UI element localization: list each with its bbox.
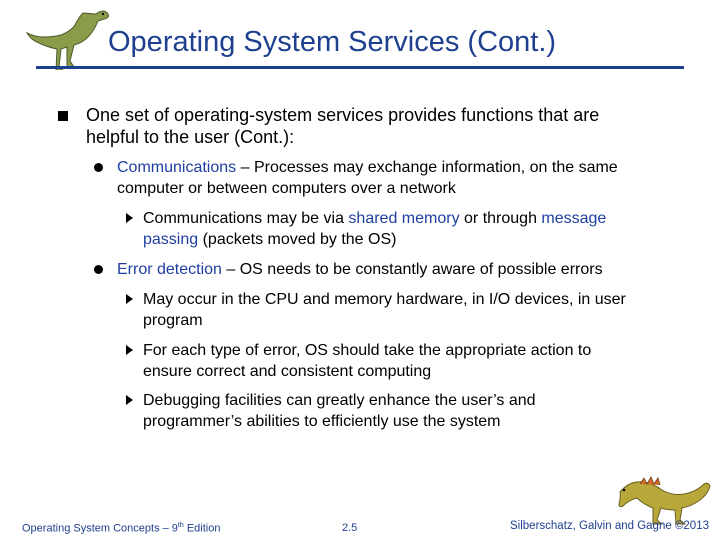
- footer-edition: [22, 522, 220, 535]
- page-number: 2.5: [342, 522, 358, 534]
- bullet-line-1: One set of operating-system services provides functions that are: [86, 105, 600, 125]
- page-title: Operating System Services (Cont.): [108, 26, 557, 58]
- error-detection-desc: – OS needs to be constantly aware of possible errors: [221, 261, 603, 278]
- footer-text: Edition: [183, 522, 221, 535]
- error-detection-item: [117, 259, 687, 280]
- arrow-bullet-icon: [126, 345, 133, 355]
- footer-text: Operating System Concepts – 9: [22, 522, 178, 535]
- bullet-text: [86, 104, 686, 148]
- arrow-bullet-icon: [126, 395, 133, 405]
- square-bullet-icon: [58, 111, 68, 121]
- passing-term: passing: [143, 231, 199, 248]
- communications-item: [117, 157, 687, 199]
- communications-subitem: [143, 208, 688, 250]
- communications-desc: – Processes may exchange information, on the same: [236, 159, 618, 176]
- error-subitem-line-2: program: [143, 312, 203, 329]
- dinosaur-logo-icon: [26, 4, 112, 70]
- error-subitem-line-1: Debugging facilities can greatly enhance the user’s and: [143, 392, 536, 409]
- error-subitem: [143, 390, 688, 432]
- error-subitem: [143, 340, 688, 382]
- communications-term: Communications: [117, 159, 237, 176]
- arrow-bullet-icon: [126, 294, 133, 304]
- footer-superscript: th: [177, 522, 184, 529]
- sub-text: (packets moved by the OS): [198, 231, 397, 248]
- dinosaur-logo-icon: [610, 462, 714, 528]
- error-subitem: [143, 289, 688, 331]
- title-divider: [36, 66, 684, 69]
- round-bullet-icon: [94, 265, 103, 274]
- error-subitem-line-1: May occur in the CPU and memory hardware, in I/O devices, in user: [143, 291, 626, 308]
- round-bullet-icon: [94, 163, 103, 172]
- footer-copyright: Silberschatz, Galvin and Gagne ©2013: [510, 520, 709, 532]
- error-subitem-line-1: For each type of error, OS should take the appropriate action to: [143, 342, 592, 359]
- error-subitem-line-2: ensure correct and consistent computing: [143, 363, 432, 380]
- shared-memory-term: shared memory: [348, 210, 460, 227]
- sub-text: Communications may be via: [143, 210, 349, 227]
- bullet-line-2: helpful to the user (Cont.):: [86, 127, 295, 147]
- communications-line-2: computer or between computers over a network: [117, 180, 456, 197]
- error-detection-term: Error detection: [117, 261, 222, 278]
- error-subitem-line-2: programmer’s abilities to efficiently use the system: [143, 413, 501, 430]
- message-term: message: [541, 210, 607, 227]
- arrow-bullet-icon: [126, 213, 133, 223]
- sub-text: or through: [459, 210, 542, 227]
